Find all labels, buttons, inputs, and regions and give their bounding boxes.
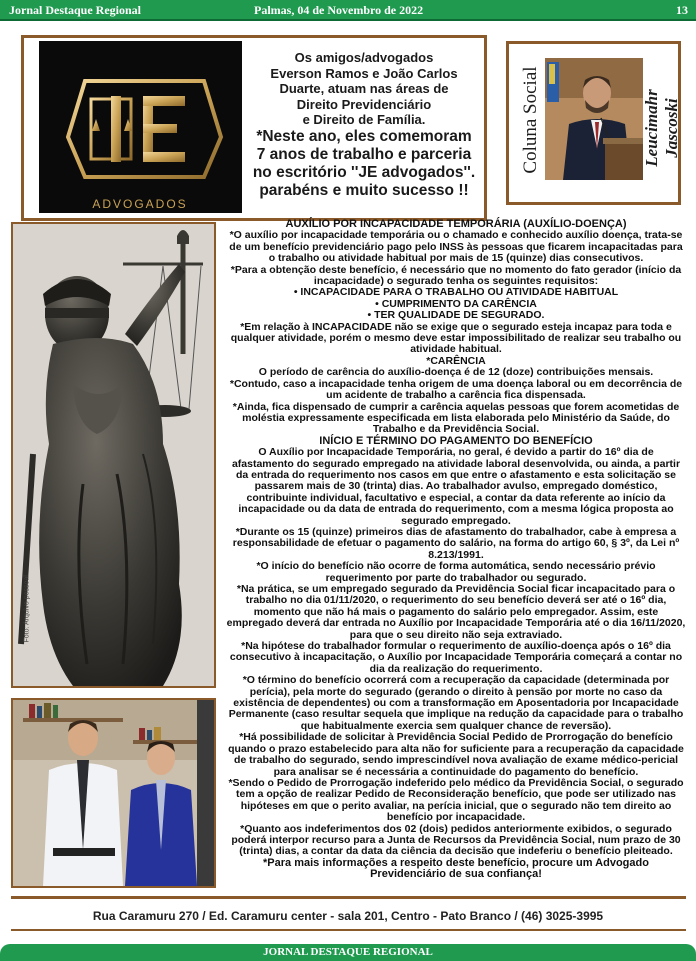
ad-line: Duarte, atuam nas áreas de bbox=[279, 81, 449, 96]
article-subheading: INÍCIO E TÉRMINO DO PAGAMENTO DO BENEFÍCIO bbox=[319, 434, 593, 447]
two-lawyers-image bbox=[13, 700, 214, 886]
article-paragraph: *Durante os 15 (quinze) primeiros dias de afastamento do trabalhador, cabe à empresa a responsabilidade de efetuar o pagamento do salário, na forma do artigo 60, § 3º, da Lei nº 8.213/1991. bbox=[232, 525, 680, 561]
ad-line: e Direito de Família. bbox=[302, 112, 426, 127]
ad-line: Os amigos/advogados bbox=[294, 50, 434, 65]
article-paragraph: *Há possibilidade de solicitar à Previdência Social Pedido de Prorrogação do benefício quando o prazo estabelecido para alta não for suficiente para a recuperação da capacidade de trabalho do segurado, sendo imprescindível nova avaliação de exame médico-pericial para analisar se é necessária a continuidade do pagamento do benefício. bbox=[228, 731, 684, 778]
ad-text bbox=[249, 50, 479, 200]
je-advogados-logo bbox=[39, 41, 242, 213]
requirement-item: • TER QUALIDADE DE SEGURADO. bbox=[367, 309, 545, 322]
article-subheading: *CARÊNCIA bbox=[426, 354, 486, 367]
column-title: Coluna Social bbox=[520, 66, 541, 174]
article-paragraph: *Em relação à INCAPACIDADE não se exige que o segurado esteja incapaz para toda e qualquer atividade, porém o mesmo deve estar impossibilitado de realizar seu trabalho ou atividade habitual. bbox=[230, 320, 682, 356]
photo-credit: Foto: Arquivo pessoal bbox=[23, 575, 31, 643]
requirement-item: • CUMPRIMENTO DA CARÊNCIA bbox=[375, 297, 537, 310]
divider bbox=[11, 896, 686, 899]
office-address: Rua Caramuru 270 / Ed. Caramuru center - sala 201, Centro - Pato Branco / (46) 3025-3995 bbox=[92, 909, 604, 923]
page-number: 13 bbox=[676, 3, 688, 17]
article bbox=[226, 219, 686, 881]
lady-justice-photo bbox=[11, 222, 216, 688]
article-paragraph: *Para a obtenção deste benefício, é necessário que no momento do fato gerador (início da incapacidade) o segurado tenha os seguintes requisitos: bbox=[230, 263, 682, 288]
requirement-item: • INCAPACIDADE PARA O TRABALHO OU ATIVIDADE HABITUAL bbox=[293, 286, 619, 299]
ad-highlight-line: *Neste ano, eles comemoram bbox=[256, 127, 472, 145]
article-paragraph: *Sendo o Pedido de Prorrogação indeferido pelo médico da Previdência Social, o segurado tem a opção de realizar Pedido de Reconsideração benefício, que pode ser utilizado nas hipóteses em que o perito avaliar, na perícia inicial, que o segurado não tem direito ao benefício por incapacidade. bbox=[228, 776, 684, 824]
lawyers-photo bbox=[11, 698, 216, 888]
ad-highlight-line: 7 anos de trabalho e parceria bbox=[256, 145, 472, 163]
article-paragraph: *Na prática, se um empregado segurado da Previdência Social ficar incapacitado para o trabalho no dia 01/11/2020, o requerimento do seu benefício deverá ser até o 16º dia, momento que não há mais o pagamento do salário pelo empregador. Assim, este empregado deverá dar entrada no Auxílio por Incapacidade Temporária até o dia 16/11/2020, para que o seu direito não seja extraviado. bbox=[226, 583, 686, 641]
article-paragraph: *Ainda, fica dispensado de cumprir a carência aquelas pessoas que forem acometidas de moléstia expressamente especificada em lista elaborada pelo Ministério da Saúde, do Trabalho e da Previdência Social. bbox=[232, 400, 680, 436]
ad-highlight-line: parabéns e muito sucesso !! bbox=[259, 181, 469, 199]
lady-justice-statue bbox=[13, 224, 214, 686]
article-paragraph: *O início do benefício não ocorre de forma automática, sendo necessário prévio requerimento por parte do trabalhador ou segurado. bbox=[256, 560, 656, 584]
article-paragraph: O período de carência do auxílio-doença é de 12 (doze) contribuições mensais. bbox=[258, 366, 654, 379]
column-author: Leucimahr Jascoski bbox=[642, 89, 681, 167]
logo-caption: ADVOGADOS bbox=[92, 197, 188, 211]
article-paragraph: *Na hipótese do trabalhador formular o requerimento de auxílio-doença após o 16º dia consecutivo à incapacitação, o Auxílio por Incapacidade Temporária começará a contar no dia da realização do requerimento. bbox=[229, 640, 683, 675]
article-closing: *Para mais informações a respeito deste benefício, procure um Advogado Previdenciário de sua confiança! bbox=[263, 856, 649, 881]
article-paragraph: *O término do benefício ocorrerá com a recuperação da capacidade (determinada por perícia), pela morte do segurado (gerando o direito à pensão por morte no caso da existência de dependentes) ou com a transformação em Aposentadoria por Incapacidade Permanente (caso resultar sequela que implique na redução da capacidade para o trabalho que habitualmente exercia sem qualquer chance de reversão). bbox=[228, 674, 684, 732]
page-header bbox=[0, 0, 696, 21]
newspaper-name: Jornal Destaque Regional bbox=[9, 3, 141, 17]
issue-date: Palmas, 04 de Novembro de 2022 bbox=[254, 3, 424, 17]
article-paragraph: *Contudo, caso a incapacidade tenha origem de uma doença laboral ou em decorrência de um acidente de trabalho a carência fica dispensada. bbox=[229, 377, 683, 402]
article-paragraph: *O auxílio por incapacidade temporária ou o chamado e conhecido auxílio doença, trata-se de um benefício previdenciário pago pelo INSS às pessoas que ficarem incapacitadas para o trabalho ou atividade habitual por mais de 15 (quinze) dias consecutivos. bbox=[229, 229, 683, 265]
page-footer: JORNAL DESTAQUE REGIONAL bbox=[0, 944, 696, 961]
article-title: AUXÍLIO POR INCAPACIDADE TEMPORÁRIA (AUXÍLIO-DOENÇA) bbox=[285, 218, 627, 230]
ad-line: Direito Previdenciário bbox=[296, 96, 432, 112]
ad-highlight-line: no escritório ''JE advogados''. bbox=[252, 163, 476, 181]
article-paragraph: O Auxílio por Incapacidade Temporária, no geral, é devido a partir do 16º dia de afastamento do segurado empregado na atividade laboral desenvolvida, ou ainda, a partir da entrada do requerimento nos casos em que entre o afastamento e esta solicitação se passarem mais de 30 (trinta) dias. Ao trabalhador avulso, empregado doméstico, contribuinte individual, facultativo e especial, a contar da data referente ao início da incapacidade ou da data de entrada do requerimento, com a mesma lógica proposta ao segurado empregado. bbox=[231, 446, 681, 527]
columnist-box bbox=[506, 41, 681, 205]
je-advogados-ad bbox=[21, 35, 487, 221]
columnist-photo bbox=[545, 58, 643, 180]
ad-line: Everson Ramos e João Carlos bbox=[270, 65, 458, 81]
article-paragraph: *Quanto aos indeferimentos dos 02 (dois) pedidos anteriormente exibidos, o segurado poderá interpor recurso para a Junta de Recursos da Previdência Social, num prazo de 30 (trinta) dias, a contar da data da ciência da decisão que indeferiu o benefício pleiteado. bbox=[231, 822, 681, 858]
divider bbox=[11, 929, 686, 931]
